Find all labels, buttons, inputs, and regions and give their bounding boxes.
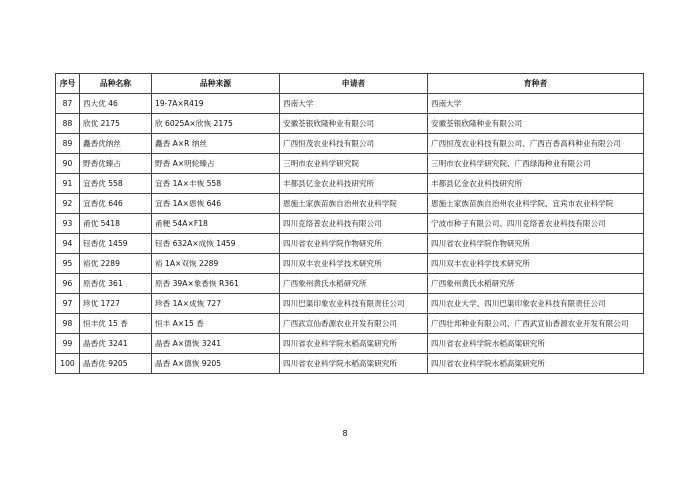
- cell-variety-name: 野香优臻占: [80, 154, 152, 174]
- variety-table: [55, 73, 644, 374]
- cell-applicant: 广西武宣仙香源农业开发有限公司: [280, 314, 428, 334]
- cell-variety-source: 晶香 A×德恢 9205: [152, 354, 280, 374]
- table-row: [56, 154, 644, 174]
- table-row: [56, 354, 644, 374]
- cell-breeder: 四川农业大学、四川巴渠印象农业科技有限责任公司: [428, 294, 644, 314]
- cell-serial: 92: [56, 194, 80, 214]
- page-number: 8: [342, 429, 348, 438]
- cell-variety-source: 甬粳 54A×F18: [152, 214, 280, 234]
- cell-breeder: 四川省农业科学院水稻高粱研究所: [428, 354, 644, 374]
- cell-variety-source: 晶香 A×德恢 3241: [152, 334, 280, 354]
- cell-serial: 88: [56, 114, 80, 134]
- cell-serial: 96: [56, 274, 80, 294]
- cell-applicant: 安徽荃银欣隆种业有限公司: [280, 114, 428, 134]
- cell-applicant: 丰都县亿金农业科技研究所: [280, 174, 428, 194]
- cell-breeder: 广西恒茂农业科技有限公司、广西百香高科种业有限公司: [428, 134, 644, 154]
- cell-breeder: 安徽荃银欣隆种业有限公司: [428, 114, 644, 134]
- table-row: [56, 114, 644, 134]
- cell-serial: 89: [56, 134, 80, 154]
- cell-variety-source: 欣 6025A×欣恢 2175: [152, 114, 280, 134]
- cell-applicant: 西南大学: [280, 94, 428, 114]
- cell-applicant: 四川双丰农业科学技术研究所: [280, 254, 428, 274]
- cell-variety-name: 晶香优 9205: [80, 354, 152, 374]
- cell-applicant: 三明市农业科学研究院: [280, 154, 428, 174]
- table-body: [56, 94, 644, 374]
- cell-breeder: 广西象州黄氏水稻研究所: [428, 274, 644, 294]
- cell-variety-name: 矗香优纳丝: [80, 134, 152, 154]
- cell-variety-source: 野香 A×明轮臻占: [152, 154, 280, 174]
- cell-applicant: 四川省农业科学院作物研究所: [280, 234, 428, 254]
- cell-variety-name: 钰香优 1459: [80, 234, 152, 254]
- cell-applicant: 恩施土家族苗族自治州农业科学院: [280, 194, 428, 214]
- cell-breeder: 宁波市种子有限公司、四川克络普农业科技有限公司: [428, 214, 644, 234]
- cell-variety-name: 恒丰优 15 香: [80, 314, 152, 334]
- cell-variety-name: 原香优 361: [80, 274, 152, 294]
- cell-variety-name: 西大优 46: [80, 94, 152, 114]
- header-serial: 序号: [56, 74, 80, 94]
- table-row: [56, 134, 644, 154]
- cell-serial: 99: [56, 334, 80, 354]
- cell-variety-source: 钰香 632A×成恢 1459: [152, 234, 280, 254]
- cell-applicant: 广西恒茂农业科技有限公司: [280, 134, 428, 154]
- cell-serial: 90: [56, 154, 80, 174]
- table-row: [56, 334, 644, 354]
- cell-breeder: 三明市农业科学研究院、广西绿海种业有限公司: [428, 154, 644, 174]
- header-variety-name: 品种名称: [80, 74, 152, 94]
- cell-applicant: 四川省农业科学院水稻高粱研究所: [280, 354, 428, 374]
- cell-serial: 91: [56, 174, 80, 194]
- cell-serial: 97: [56, 294, 80, 314]
- cell-variety-name: 宜香优 558: [80, 174, 152, 194]
- cell-variety-source: 裕 1A×双恢 2289: [152, 254, 280, 274]
- table-row: [56, 214, 644, 234]
- cell-variety-name: 宜香优 646: [80, 194, 152, 214]
- cell-applicant: 四川克络普农业科技有限公司: [280, 214, 428, 234]
- cell-applicant: 广西象州黄氏水稻研究所: [280, 274, 428, 294]
- cell-serial: 95: [56, 254, 80, 274]
- table-row: [56, 314, 644, 334]
- cell-variety-source: 矗香 A×R 纳丝: [152, 134, 280, 154]
- cell-serial: 94: [56, 234, 80, 254]
- cell-variety-name: 欣优 2175: [80, 114, 152, 134]
- cell-serial: 93: [56, 214, 80, 234]
- cell-serial: 98: [56, 314, 80, 334]
- cell-breeder: 西南大学: [428, 94, 644, 114]
- table-row: [56, 294, 644, 314]
- header-breeder: 育种者: [428, 74, 644, 94]
- cell-variety-name: 晶香优 3241: [80, 334, 152, 354]
- cell-breeder: 恩施土家族苗族自治州农业科学院、宜宾市农业科学院: [428, 194, 644, 214]
- table-header-row: [56, 74, 644, 94]
- cell-variety-source: 19-7A×R419: [152, 94, 280, 114]
- cell-variety-source: 宜香 1A×丰恢 558: [152, 174, 280, 194]
- header-applicant: 申请者: [280, 74, 428, 94]
- cell-variety-source: 原香 39A×象香恢 R361: [152, 274, 280, 294]
- cell-applicant: 四川省农业科学院水稻高粱研究所: [280, 334, 428, 354]
- table-row: [56, 174, 644, 194]
- cell-serial: 100: [56, 354, 80, 374]
- table-row: [56, 254, 644, 274]
- table-row: [56, 194, 644, 214]
- cell-breeder: 四川省农业科学院作物研究所: [428, 234, 644, 254]
- cell-breeder: 丰都县亿金农业科技研究所: [428, 174, 644, 194]
- cell-variety-source: 宜香 1A×恩恢 646: [152, 194, 280, 214]
- variety-table-container: [55, 73, 643, 374]
- table-row: [56, 274, 644, 294]
- cell-variety-name: 珍优 1727: [80, 294, 152, 314]
- cell-breeder: 四川双丰农业科学技术研究所: [428, 254, 644, 274]
- cell-applicant: 四川巴渠印象农业科技有限责任公司: [280, 294, 428, 314]
- header-variety-source: 品种来源: [152, 74, 280, 94]
- cell-variety-source: 恒丰 A×15 香: [152, 314, 280, 334]
- cell-serial: 87: [56, 94, 80, 114]
- table-row: [56, 94, 644, 114]
- cell-breeder: 四川省农业科学院水稻高粱研究所: [428, 334, 644, 354]
- cell-variety-name: 甬优 5418: [80, 214, 152, 234]
- table-row: [56, 234, 644, 254]
- cell-variety-source: 珍香 1A×成恢 727: [152, 294, 280, 314]
- cell-breeder: 广西壮邦种业有限公司、广西武宣仙香源农业开发有限公司: [428, 314, 644, 334]
- cell-variety-name: 裕优 2289: [80, 254, 152, 274]
